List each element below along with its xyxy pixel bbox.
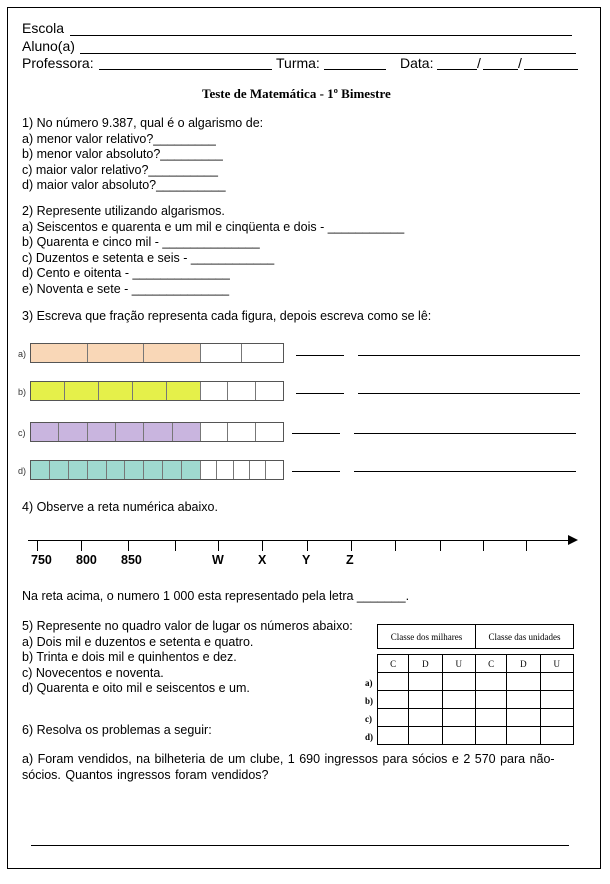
table-cell[interactable] — [540, 691, 573, 709]
question-1-item: c) maior valor relativo?__________ — [22, 162, 218, 177]
school-field[interactable] — [70, 35, 572, 36]
problem-a — [22, 752, 555, 783]
arrow-right-icon — [568, 535, 578, 545]
fraction-cell-empty — [250, 461, 266, 479]
class-thousands-header: Classe dos milhares — [378, 625, 476, 649]
fraction-cell-filled — [31, 344, 88, 362]
number-line-tick — [307, 541, 308, 551]
number-line-tick — [483, 541, 484, 551]
table-cell[interactable] — [507, 727, 540, 745]
fraction-cell-empty — [242, 344, 283, 362]
number-line-tick — [351, 541, 352, 551]
fraction-cell-filled — [144, 461, 163, 479]
date-separator: / — [477, 55, 481, 71]
question-1-item: b) menor valor absoluto?_________ — [22, 147, 223, 161]
table-row — [378, 673, 574, 691]
date-separator: / — [518, 55, 522, 71]
number-line-tick — [526, 541, 527, 551]
question-1-item: d) maior valor absoluto?__________ — [22, 178, 226, 192]
table-cell[interactable] — [540, 673, 573, 691]
number-line-label: 750 — [31, 553, 52, 567]
fraction-cell-empty — [234, 461, 250, 479]
number-line-tick — [128, 541, 129, 551]
fraction-cell-filled — [65, 382, 99, 400]
fraction-figure-c — [30, 422, 284, 442]
number-line-tick — [218, 541, 219, 551]
question-1 — [22, 116, 263, 194]
question-2-item: d) Cento e oitenta - ______________ — [22, 266, 230, 280]
table-cell[interactable] — [378, 691, 409, 709]
table-row-label: c) — [365, 714, 372, 724]
question-5 — [22, 619, 353, 697]
question-2-item: a) Seiscentos e quarenta e um mil e cinqüenta e dois - ___________ — [22, 219, 405, 234]
number-line-axis — [28, 540, 570, 541]
class-label: Turma: — [276, 55, 320, 71]
question-2-item: e) Noventa e sete - ______________ — [22, 281, 230, 296]
question-5-item: a) Dois mil e duzentos e setenta e quatro. — [22, 634, 254, 649]
fraction-answer-field[interactable] — [296, 355, 344, 356]
fraction-cell-filled — [133, 382, 167, 400]
table-cell[interactable] — [442, 727, 475, 745]
number-line-tick — [37, 541, 38, 551]
number-line-label: X — [258, 553, 267, 567]
table-cell[interactable] — [442, 709, 475, 727]
date-year-field[interactable] — [524, 69, 578, 70]
fraction-cell-filled — [31, 461, 50, 479]
column-header: U — [442, 655, 475, 673]
question-4-prompt: 4) Observe a reta numérica abaixo. — [22, 500, 218, 514]
teacher-field[interactable] — [99, 69, 272, 70]
fraction-cell-empty — [266, 461, 282, 479]
column-header: U — [540, 655, 573, 673]
fraction-cell-filled — [88, 423, 116, 441]
column-header: C — [378, 655, 409, 673]
table-cell[interactable] — [409, 709, 442, 727]
table-row — [378, 691, 574, 709]
fraction-cell-empty — [256, 382, 283, 400]
question-5-item: c) Novecentos e noventa. — [22, 665, 164, 680]
number-line-label: W — [212, 553, 224, 567]
question-4-text: Na reta acima, o numero 1 000 esta representado pela letra _______. — [22, 589, 410, 603]
figure-label: c) — [18, 428, 26, 438]
question-3-prompt: 3) Escreva que fração representa cada figura, depois escreva como se lê: — [22, 309, 432, 323]
question-5-item: d) Quarenta e oito mil e seiscentos e um. — [22, 681, 250, 695]
table-cell[interactable] — [507, 673, 540, 691]
table-cell[interactable] — [378, 709, 409, 727]
number-line-tick — [175, 541, 176, 551]
figure-label: d) — [18, 466, 27, 476]
place-value-classes-header — [377, 624, 574, 649]
question-2-prompt: 2) Represente utilizando algarismos. — [22, 204, 225, 218]
reading-answer-field[interactable] — [354, 471, 576, 472]
fraction-cell-filled — [182, 461, 201, 479]
fraction-cell-filled — [107, 461, 126, 479]
fraction-figure-d — [30, 460, 284, 480]
number-line-tick — [440, 541, 441, 551]
number-line-label: Z — [346, 553, 354, 567]
fraction-cell-empty — [228, 382, 255, 400]
fraction-cell-empty — [201, 423, 228, 441]
table-cell[interactable] — [540, 709, 573, 727]
fraction-cell-filled — [88, 344, 145, 362]
table-row — [378, 709, 574, 727]
question-1-prompt: 1) No número 9.387, qual é o algarismo de: — [22, 116, 264, 130]
teacher-label: Professora: — [22, 55, 94, 71]
table-cell[interactable] — [475, 691, 506, 709]
number-line-tick — [81, 541, 82, 551]
student-label: Aluno(a) — [22, 38, 75, 54]
fraction-cell-filled — [31, 382, 65, 400]
question-6-prompt: 6) Resolva os problemas a seguir: — [22, 723, 212, 737]
number-line-tick — [395, 541, 396, 551]
page-title: Teste de Matemática - 1º Bimestre — [202, 86, 391, 101]
table-cell[interactable] — [442, 691, 475, 709]
table-cell[interactable] — [378, 673, 409, 691]
question-5-item: b) Trinta e dois mil e quinhentos e dez. — [22, 650, 237, 664]
fraction-figure-b — [30, 381, 284, 401]
table-row — [378, 727, 574, 745]
fraction-cell-filled — [144, 423, 172, 441]
number-line-label: 850 — [121, 553, 142, 567]
number-line-label: 800 — [76, 553, 97, 567]
question-1-item: a) menor valor relativo?_________ — [22, 131, 216, 146]
fraction-cell-filled — [173, 423, 201, 441]
reading-answer-field[interactable] — [358, 355, 580, 356]
fraction-cell-empty — [256, 423, 283, 441]
question-2-item: c) Duzentos e setenta e seis - ____________ — [22, 250, 275, 265]
fraction-cell-empty — [201, 461, 217, 479]
number-line-label: Y — [302, 553, 311, 567]
fraction-cell-filled — [99, 382, 133, 400]
fraction-cell-filled — [144, 344, 201, 362]
date-day-field[interactable] — [437, 69, 477, 70]
problem-a-line: a) Foram vendidos, na bilheteria de um clube, 1 690 ingressos para sócios e 2 570 para não- — [22, 752, 555, 766]
date-label: Data: — [400, 55, 434, 71]
date-month-field[interactable] — [483, 69, 518, 70]
column-header: D — [507, 655, 540, 673]
table-cell[interactable] — [540, 727, 573, 745]
table-row-label: b) — [365, 696, 374, 706]
table-cell[interactable] — [409, 727, 442, 745]
table-cell[interactable] — [378, 727, 409, 745]
fraction-cell-filled — [69, 461, 88, 479]
fraction-cell-filled — [31, 423, 59, 441]
fraction-cell-empty — [228, 423, 255, 441]
fraction-answer-field[interactable] — [292, 433, 340, 434]
number-line-tick — [262, 541, 263, 551]
figure-label: a) — [18, 349, 27, 359]
table-cell[interactable] — [507, 709, 540, 727]
class-units-header: Classe das unidades — [476, 625, 574, 649]
school-label: Escola — [22, 20, 65, 36]
fraction-cell-empty — [217, 461, 233, 479]
table-cell[interactable] — [475, 673, 506, 691]
reading-answer-field[interactable] — [358, 393, 580, 394]
question-5-prompt: 5) Represente no quadro valor de lugar os números abaixo: — [22, 619, 353, 633]
fraction-cell-empty — [201, 344, 242, 362]
fraction-cell-filled — [59, 423, 87, 441]
reading-answer-field[interactable] — [354, 433, 576, 434]
class-field[interactable] — [324, 69, 386, 70]
problem-a-line: sócios. Quantos ingressos foram vendidos? — [22, 767, 269, 782]
answer-line[interactable] — [31, 845, 569, 846]
fraction-cell-filled — [125, 461, 144, 479]
place-value-table — [377, 654, 574, 745]
fraction-cell-filled — [116, 423, 144, 441]
fraction-answer-field[interactable] — [296, 393, 344, 394]
question-2-item: b) Quarenta e cinco mil - ______________ — [22, 235, 260, 249]
fraction-answer-field[interactable] — [292, 471, 340, 472]
table-cell[interactable] — [507, 691, 540, 709]
fraction-figure-a — [30, 343, 284, 363]
table-row-label: d) — [365, 732, 374, 742]
student-field[interactable] — [80, 53, 576, 54]
table-cell[interactable] — [475, 709, 506, 727]
table-cell[interactable] — [442, 673, 475, 691]
fraction-cell-filled — [167, 382, 201, 400]
table-cell[interactable] — [475, 727, 506, 745]
figure-label: b) — [18, 387, 27, 397]
fraction-cell-filled — [50, 461, 69, 479]
table-cell[interactable] — [409, 691, 442, 709]
table-row-label: a) — [365, 678, 373, 688]
fraction-cell-filled — [163, 461, 182, 479]
question-2 — [22, 204, 404, 297]
column-header: D — [409, 655, 442, 673]
column-header: C — [475, 655, 506, 673]
table-cell[interactable] — [409, 673, 442, 691]
fraction-cell-empty — [201, 382, 228, 400]
fraction-cell-filled — [88, 461, 107, 479]
